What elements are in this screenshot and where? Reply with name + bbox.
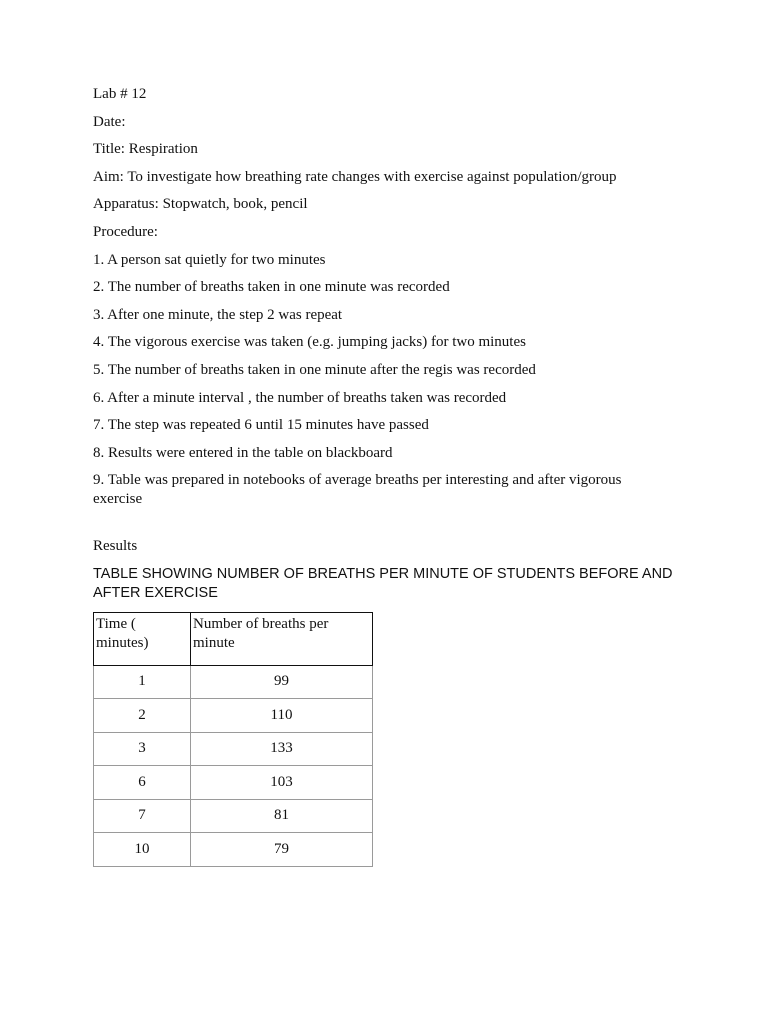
date-line: Date: [93,113,126,130]
table-header-row [94,612,373,665]
table-title: TABLE SHOWING NUMBER OF BREATHS PER MINUTE OF STUDENTS BEFORE AND AFTER EXERCISE [93,565,673,601]
procedure-step-8: 8. Results were entered in the table on blackboard [93,444,393,461]
breaths-cell: 79 [191,833,373,867]
procedure-step-3: 3. After one minute, the step 2 was repeat [93,306,343,323]
table-row [94,665,373,699]
procedure-list [93,251,673,510]
lab-number: Lab # 12 [93,86,147,102]
table-row [94,833,373,867]
table-row [94,799,373,833]
procedure-step-9: 9. Table was prepared in notebooks of average breaths per interesting and after vigorous exercise [93,472,622,508]
breaths-cell: 110 [191,699,373,733]
table-row [94,766,373,800]
title-line: Title: Respiration [93,141,198,158]
breaths-cell: 133 [191,732,373,766]
section-spacer [93,518,673,537]
procedure-step-2: 2. The number of breaths taken in one minute was recorded [93,279,450,296]
time-cell: 6 [94,766,191,800]
procedure-step-6: 6. After a minute interval , the number of breaths taken was recorded [93,389,507,406]
time-cell: 2 [94,699,191,733]
document-page [93,85,673,867]
table-row [94,732,373,766]
procedure-label: Procedure: [93,223,158,240]
procedure-step-4: 4. The vigorous exercise was taken (e.g. jumping jacks) for two minutes [93,334,526,351]
procedure-step-7: 7. The step was repeated 6 until 15 minutes have passed [93,417,429,434]
time-cell: 1 [94,665,191,699]
time-cell: 10 [94,833,191,867]
procedure-step-5: 5. The number of breaths taken in one minute after the regis was recorded [93,361,536,378]
aim-line: Aim: To investigate how breathing rate changes with exercise against population/group [93,168,617,185]
breaths-cell: 81 [191,799,373,833]
column-header-time: Time ( minutes) [94,612,191,665]
procedure-step-1: 1. A person sat quietly for two minutes [93,251,326,268]
results-heading: Results [93,537,138,554]
breaths-cell: 103 [191,766,373,800]
time-cell: 3 [94,732,191,766]
breaths-cell: 99 [191,665,373,699]
column-header-breaths: Number of breaths per minute [191,612,373,665]
breaths-table [93,612,373,867]
time-cell: 7 [94,799,191,833]
apparatus-line: Apparatus: Stopwatch, book, pencil [93,196,308,213]
table-row [94,699,373,733]
